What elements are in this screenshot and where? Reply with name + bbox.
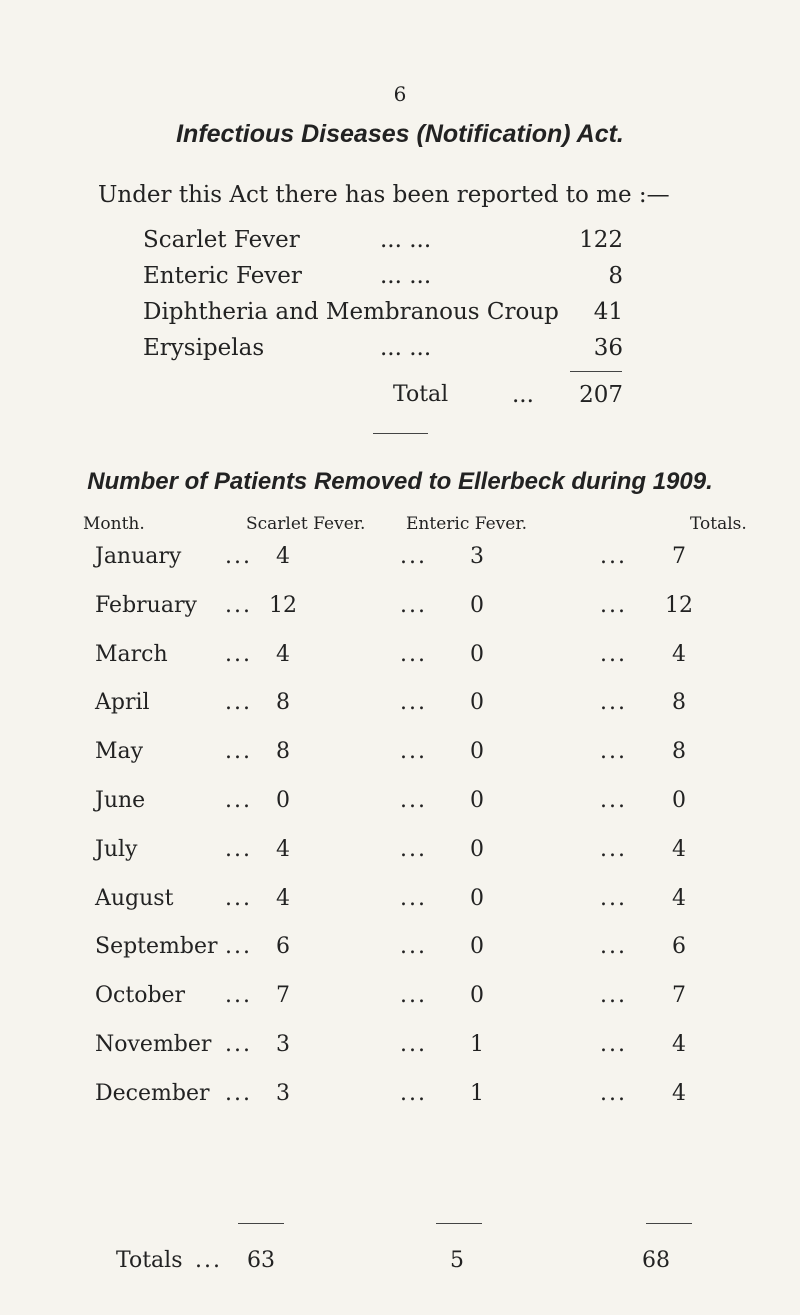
total-count: 7 — [672, 983, 686, 1008]
month-name: April — [95, 690, 150, 715]
scarlet-count: 12 — [269, 593, 297, 618]
leader-dots: ... — [400, 544, 427, 569]
leader-dots: ... — [225, 690, 252, 715]
leader-dots: ... — [400, 593, 427, 618]
total-count: 8 — [672, 739, 686, 764]
reported-total-label: Total — [393, 382, 449, 407]
enteric-count: 0 — [470, 983, 484, 1008]
total-count: 12 — [665, 593, 693, 618]
month-name: November — [95, 1032, 212, 1057]
leader-dots: ... — [225, 1081, 252, 1106]
total-count: 4 — [672, 1032, 686, 1057]
total-count: 7 — [672, 544, 686, 569]
leader-dots: ... — [600, 837, 627, 862]
header-totals: Totals. — [690, 514, 747, 534]
leader-dots: ... — [225, 788, 252, 813]
enteric-count: 0 — [470, 642, 484, 667]
leader-dots: ... — [600, 544, 627, 569]
total-count: 4 — [672, 642, 686, 667]
leader-dots: ... — [400, 934, 427, 959]
enteric-count: 1 — [470, 1081, 484, 1106]
enteric-count: 0 — [470, 690, 484, 715]
total-count: 4 — [672, 1081, 686, 1106]
enteric-count: 1 — [470, 1032, 484, 1057]
reported-value: 41 — [593, 299, 623, 325]
total-count: 8 — [672, 690, 686, 715]
total-count: 4 — [672, 837, 686, 862]
total-count: 4 — [672, 886, 686, 911]
reported-value: 36 — [593, 335, 623, 361]
leader-dots: ... — [400, 739, 427, 764]
sum-rule — [436, 1223, 482, 1224]
leader-dots: ... — [400, 1081, 427, 1106]
leader-dots: ... — [400, 983, 427, 1008]
scarlet-count: 6 — [276, 934, 290, 959]
enteric-count: 0 — [470, 593, 484, 618]
month-name: July — [95, 837, 138, 862]
month-name: February — [95, 593, 197, 618]
scarlet-count: 4 — [276, 837, 290, 862]
scarlet-count: 0 — [276, 788, 290, 813]
leader-dots: ... — [195, 1248, 222, 1273]
sum-rule — [570, 371, 622, 372]
leader-dots: ... — [400, 1032, 427, 1057]
leader-dots: ... — [225, 837, 252, 862]
leader-dots: ... — [225, 642, 252, 667]
leader-dots: ... ... — [380, 335, 432, 361]
leader-dots: ... — [225, 1032, 252, 1057]
reported-label: Diphtheria and Membranous Croup — [143, 299, 559, 325]
leader-dots: ... ... — [380, 227, 432, 253]
scarlet-count: 3 — [276, 1081, 290, 1106]
month-name: August — [95, 886, 174, 911]
reported-value: 122 — [579, 227, 623, 253]
leader-dots: ... — [225, 983, 252, 1008]
scarlet-count: 4 — [276, 886, 290, 911]
reported-label: Erysipelas — [143, 335, 265, 361]
leader-dots: ... — [600, 1032, 627, 1057]
sum-rule — [238, 1223, 284, 1224]
leader-dots: ... — [600, 593, 627, 618]
leader-dots: ... — [600, 1081, 627, 1106]
leader-dots: ... — [512, 382, 534, 408]
scarlet-count: 8 — [276, 690, 290, 715]
month-name: October — [95, 983, 186, 1008]
header-enteric: Enteric Fever. — [406, 514, 527, 534]
leader-dots: ... — [600, 642, 627, 667]
totals-label: Totals — [116, 1248, 183, 1273]
leader-dots: ... — [400, 788, 427, 813]
month-name: March — [95, 642, 168, 667]
reported-value: 8 — [608, 263, 623, 289]
month-name: May — [95, 739, 144, 764]
leader-dots: ... — [225, 886, 252, 911]
enteric-count: 3 — [470, 544, 484, 569]
enteric-count: 0 — [470, 739, 484, 764]
enteric-count: 0 — [470, 837, 484, 862]
sum-rule — [646, 1223, 692, 1224]
enteric-count: 0 — [470, 788, 484, 813]
leader-dots: ... — [225, 739, 252, 764]
totals-scarlet: 63 — [247, 1248, 275, 1273]
leader-dots: ... — [600, 886, 627, 911]
month-name: January — [95, 544, 182, 569]
leader-dots: ... — [400, 642, 427, 667]
scarlet-count: 3 — [276, 1032, 290, 1057]
leader-dots: ... — [600, 983, 627, 1008]
leader-dots: ... — [600, 690, 627, 715]
page-number: 6 — [393, 82, 407, 106]
leader-dots: ... — [400, 837, 427, 862]
leader-dots: ... — [225, 544, 252, 569]
reported-label: Scarlet Fever — [143, 227, 300, 253]
totals-total: 68 — [642, 1248, 670, 1273]
leader-dots: ... — [225, 593, 252, 618]
leader-dots: ... — [400, 690, 427, 715]
month-name: September — [95, 934, 218, 959]
table-title: Number of Patients Removed to Ellerbeck during 1909. — [87, 468, 713, 495]
leader-dots: ... ... — [380, 263, 432, 289]
header-month: Month. — [83, 514, 145, 534]
intro-text: Under this Act there has been reported to me :— — [98, 182, 670, 208]
section-heading: Infectious Diseases (Notification) Act. — [176, 120, 624, 148]
reported-label: Enteric Fever — [143, 263, 302, 289]
scarlet-count: 4 — [276, 544, 290, 569]
leader-dots: ... — [600, 934, 627, 959]
reported-total-value: 207 — [579, 382, 623, 408]
scarlet-count: 4 — [276, 642, 290, 667]
enteric-count: 0 — [470, 934, 484, 959]
totals-enteric: 5 — [450, 1248, 464, 1273]
month-name: June — [95, 788, 146, 813]
total-count: 6 — [672, 934, 686, 959]
scarlet-count: 8 — [276, 739, 290, 764]
leader-dots: ... — [400, 886, 427, 911]
leader-dots: ... — [600, 788, 627, 813]
leader-dots: ... — [225, 934, 252, 959]
total-count: 0 — [672, 788, 686, 813]
separator-rule — [373, 433, 428, 434]
scarlet-count: 7 — [276, 983, 290, 1008]
enteric-count: 0 — [470, 886, 484, 911]
header-scarlet: Scarlet Fever. — [246, 514, 366, 534]
month-name: December — [95, 1081, 210, 1106]
leader-dots: ... — [600, 739, 627, 764]
